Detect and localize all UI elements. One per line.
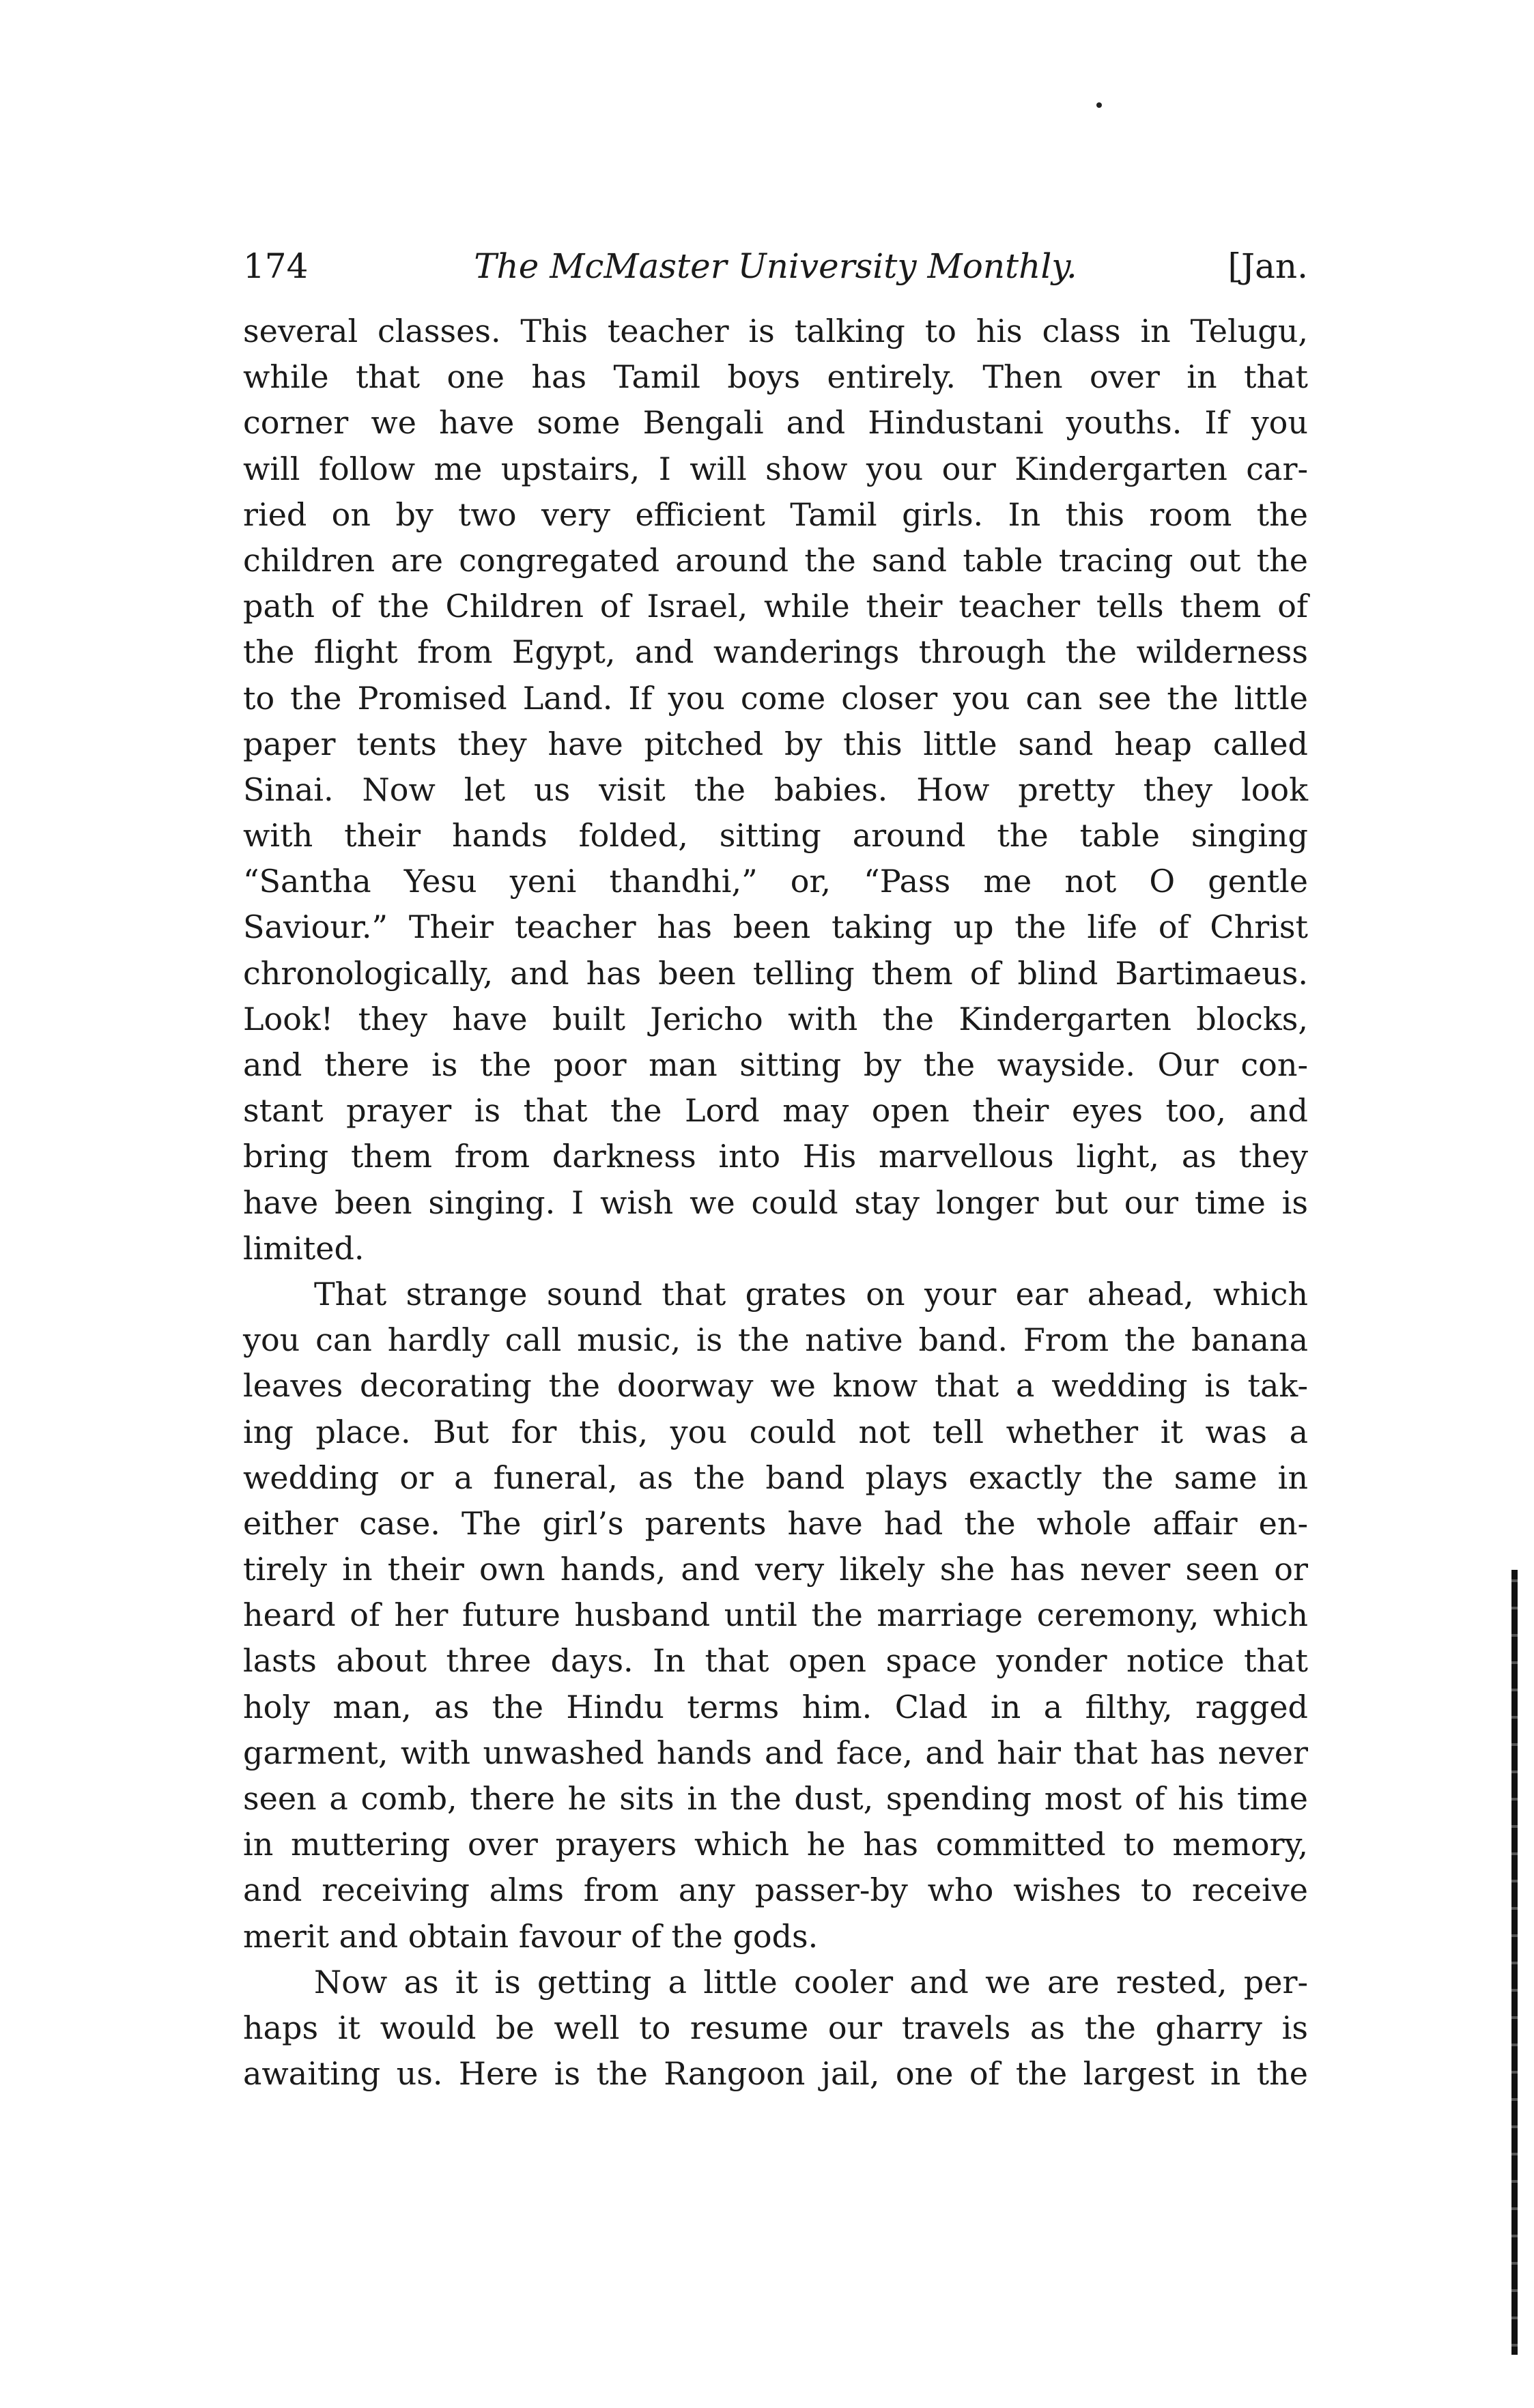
text-line: haps it would be well to resume our travels as the gharry is xyxy=(243,2009,1308,2046)
text-line: heard of her future husband until the marriage ceremony, which xyxy=(243,1596,1308,1634)
text-line: garment, with unwashed hands and face, and hair that has never xyxy=(243,1734,1308,1771)
text-line: Now as it is getting a little cooler and we are rested, per- xyxy=(314,1963,1308,2001)
text-line: leaves decorating the doorway we know that a wedding is tak- xyxy=(243,1367,1308,1405)
text-line: with their hands folded, sitting around the table singing xyxy=(243,817,1308,855)
text-line: seen a comb, there he sits in the dust, spending most of his time xyxy=(243,1780,1308,1817)
text-line: children are congregated around the sand table tracing out the xyxy=(243,541,1308,579)
text-line: paper tents they have pitched by this little sand heap called xyxy=(243,725,1308,762)
text-line: while that one has Tamil boys entirely. Then over in that xyxy=(243,358,1308,396)
article-body xyxy=(243,309,1308,2097)
text-line: corner we have some Bengali and Hindustani youths. If you xyxy=(243,404,1308,442)
text-line: several classes. This teacher is talking to his class in Telugu, xyxy=(243,313,1308,349)
text-line: limited. xyxy=(243,1229,365,1267)
text-line: will follow me upstairs, I will show you our Kindergarten car- xyxy=(243,450,1308,487)
text-line: either case. The girl’s parents have had the whole affair en- xyxy=(243,1504,1308,1542)
text-line: to the Promised Land. If you come closer you can see the little xyxy=(243,679,1308,717)
page-number: 174 xyxy=(243,246,309,286)
text-line: ing place. But for this, you could not tell whether it was a xyxy=(243,1413,1308,1450)
journal-title: The McMaster University Monthly. xyxy=(474,246,1077,286)
paragraph xyxy=(243,1960,1308,2097)
text-line: Saviour.” Their teacher has been taking up the life of Christ xyxy=(243,908,1308,946)
text-line: awaiting us. Here is the Rangoon jail, one of the largest in the xyxy=(243,2055,1308,2093)
paragraph xyxy=(243,1272,1308,1960)
text-line: holy man, as the Hindu terms him. Clad in a filthy, ragged xyxy=(243,1688,1308,1725)
text-line: lasts about three days. In that open space yonder notice that xyxy=(243,1642,1308,1680)
text-line: wedding or a funeral, as the band plays exactly the same in xyxy=(243,1459,1308,1496)
text-line: merit and obtain favour of the gods. xyxy=(243,1917,819,1955)
text-line: tirely in their own hands, and very likely she has never seen or xyxy=(243,1551,1308,1588)
text-line: chronologically, and has been telling them of blind Bartimaeus. xyxy=(243,954,1308,992)
text-line: and there is the poor man sitting by the wayside. Our con- xyxy=(243,1046,1308,1083)
text-line: have been singing. I wish we could stay longer but our time is xyxy=(243,1184,1308,1221)
text-line: ried on by two very efficient Tamil girls. In this room the xyxy=(243,496,1308,533)
text-line: the flight from Egypt, and wanderings through the wilderness xyxy=(243,633,1308,671)
text-line: path of the Children of Israel, while their teacher tells them of xyxy=(243,588,1308,625)
issue-month: [Jan. xyxy=(1227,246,1308,286)
running-header xyxy=(243,239,1308,293)
text-line: That strange sound that grates on your ear ahead, which xyxy=(314,1275,1308,1313)
ink-speck xyxy=(1096,102,1102,108)
text-line: Sinai. Now let us visit the babies. How pretty they look xyxy=(243,771,1308,808)
text-line: in muttering over prayers which he has committed to memory, xyxy=(243,1826,1308,1863)
text-line: Look! they have built Jericho with the Kindergarten blocks, xyxy=(243,1000,1308,1037)
text-line: “Santha Yesu yeni thandhi,” or, “Pass me not O gentle xyxy=(243,863,1308,900)
text-line: bring them from darkness into His marvellous light, as they xyxy=(243,1138,1308,1175)
scan-edge-shadow xyxy=(1511,1570,1518,2355)
paragraph xyxy=(243,309,1308,1272)
text-line: and receiving alms from any passer-by who wishes to receive xyxy=(243,1872,1308,1909)
text-line: stant prayer is that the Lord may open their eyes too, and xyxy=(243,1092,1308,1130)
text-line: you can hardly call music, is the native band. From the banana xyxy=(243,1321,1308,1359)
